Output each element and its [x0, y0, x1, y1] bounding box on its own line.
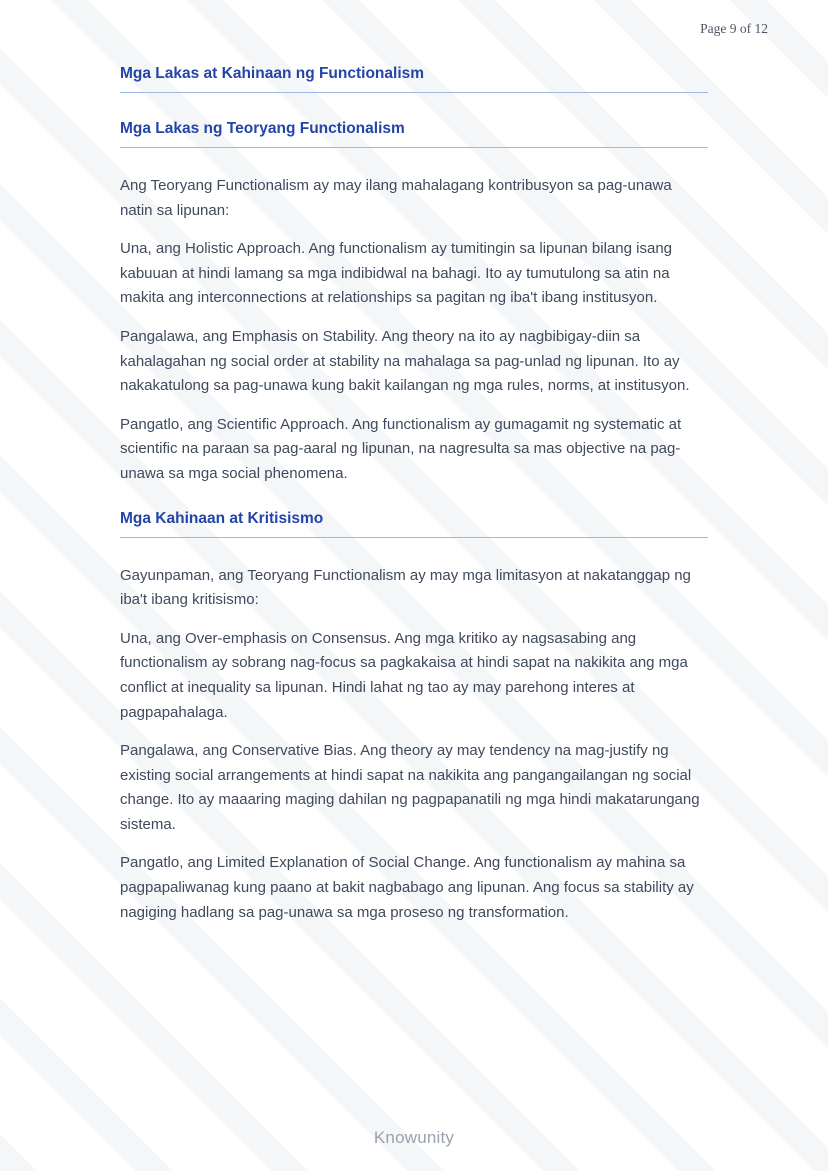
weaknesses-intro-paragraph: Gayunpaman, ang Teoryang Functionalism ay may mga limitasyon at nakatanggap ng iba't ibang kritisismo: [120, 566, 691, 609]
section-title-heading: Mga Lakas at Kahinaan ng Functionalism [120, 65, 425, 82]
section-title-block [120, 64, 708, 93]
heading-rule [120, 92, 708, 93]
strength-paragraph-holistic: Una, ang Holistic Approach. Ang functionalism ay tumitingin sa lipunan bilang isang kabuuan at hindi lamang sa mga indibidwal na bahagi. Ito ay tumutulong sa atin na makita ang interconnections at relationships sa pagitan ng iba't ibang institusyon. [120, 240, 672, 307]
strengths-heading: Mga Lakas ng Teoryang Functionalism [120, 120, 405, 137]
weakness-paragraph-social-change: Pangatlo, ang Limited Explanation of Social Change. Ang functionalism ay mahina sa pagpapaliwanag kung paano at bakit nagbabago ang lipunan. Ang focus sa stability ay nagiging hadlang sa pag-unawa sa mga proseso ng transformation. [120, 854, 694, 921]
footer-brand: Knowunity [373, 1128, 455, 1147]
weakness-paragraph-conservative-bias: Pangalawa, ang Conservative Bias. Ang theory ay may tendency na mag-justify ng existing social arrangements at hindi sapat na nakikita ang pangangailangan ng social change. Ito ay maaaring maging dahilan ng pagpapanatili ng mga hindi makatarungang sistema. [120, 742, 700, 833]
strength-paragraph-stability: Pangalawa, ang Emphasis on Stability. Ang theory na ito ay nagbibigay-diin sa kahalagahan ng social order at stability na mahalaga sa pag-unlad ng lipunan. Ito ay nakakatulong sa pag-unawa kung bakit kailangan ng mga rules, norms, at institusyon. [120, 327, 690, 395]
heading-rule [120, 147, 708, 148]
intro-paragraph: Ang Teoryang Functionalism ay may ilang mahalagang kontribusyon sa pag-unawa natin sa lipunan: [120, 177, 672, 219]
weaknesses-heading: Mga Kahinaan at Kritisismo [120, 509, 324, 527]
weakness-paragraph-consensus: Una, ang Over-emphasis on Consensus. Ang mga kritiko ay nagsasabing ang functionalism ay sobrang nag-focus sa pagkakaisa at hindi sapat na nakikita ang mga conflict at inequality sa lipunan. Hindi lahat ng tao ay may parehong interes at pagpapahalaga. [120, 629, 688, 721]
strength-paragraph-scientific: Pangatlo, ang Scientific Approach. Ang functionalism ay gumagamit ng systematic at scientific na paraan sa pag-aaral ng lipunan, na nagresulta sa mas objective na pag-unawa sa mga social phenomena. [120, 415, 682, 482]
page-footer [0, 1128, 828, 1148]
weaknesses-heading-block [120, 509, 708, 538]
heading-rule [120, 537, 708, 538]
document-content [120, 64, 708, 939]
strengths-heading-block [120, 119, 708, 148]
page-indicator: Page 9 of 12 [700, 21, 768, 36]
